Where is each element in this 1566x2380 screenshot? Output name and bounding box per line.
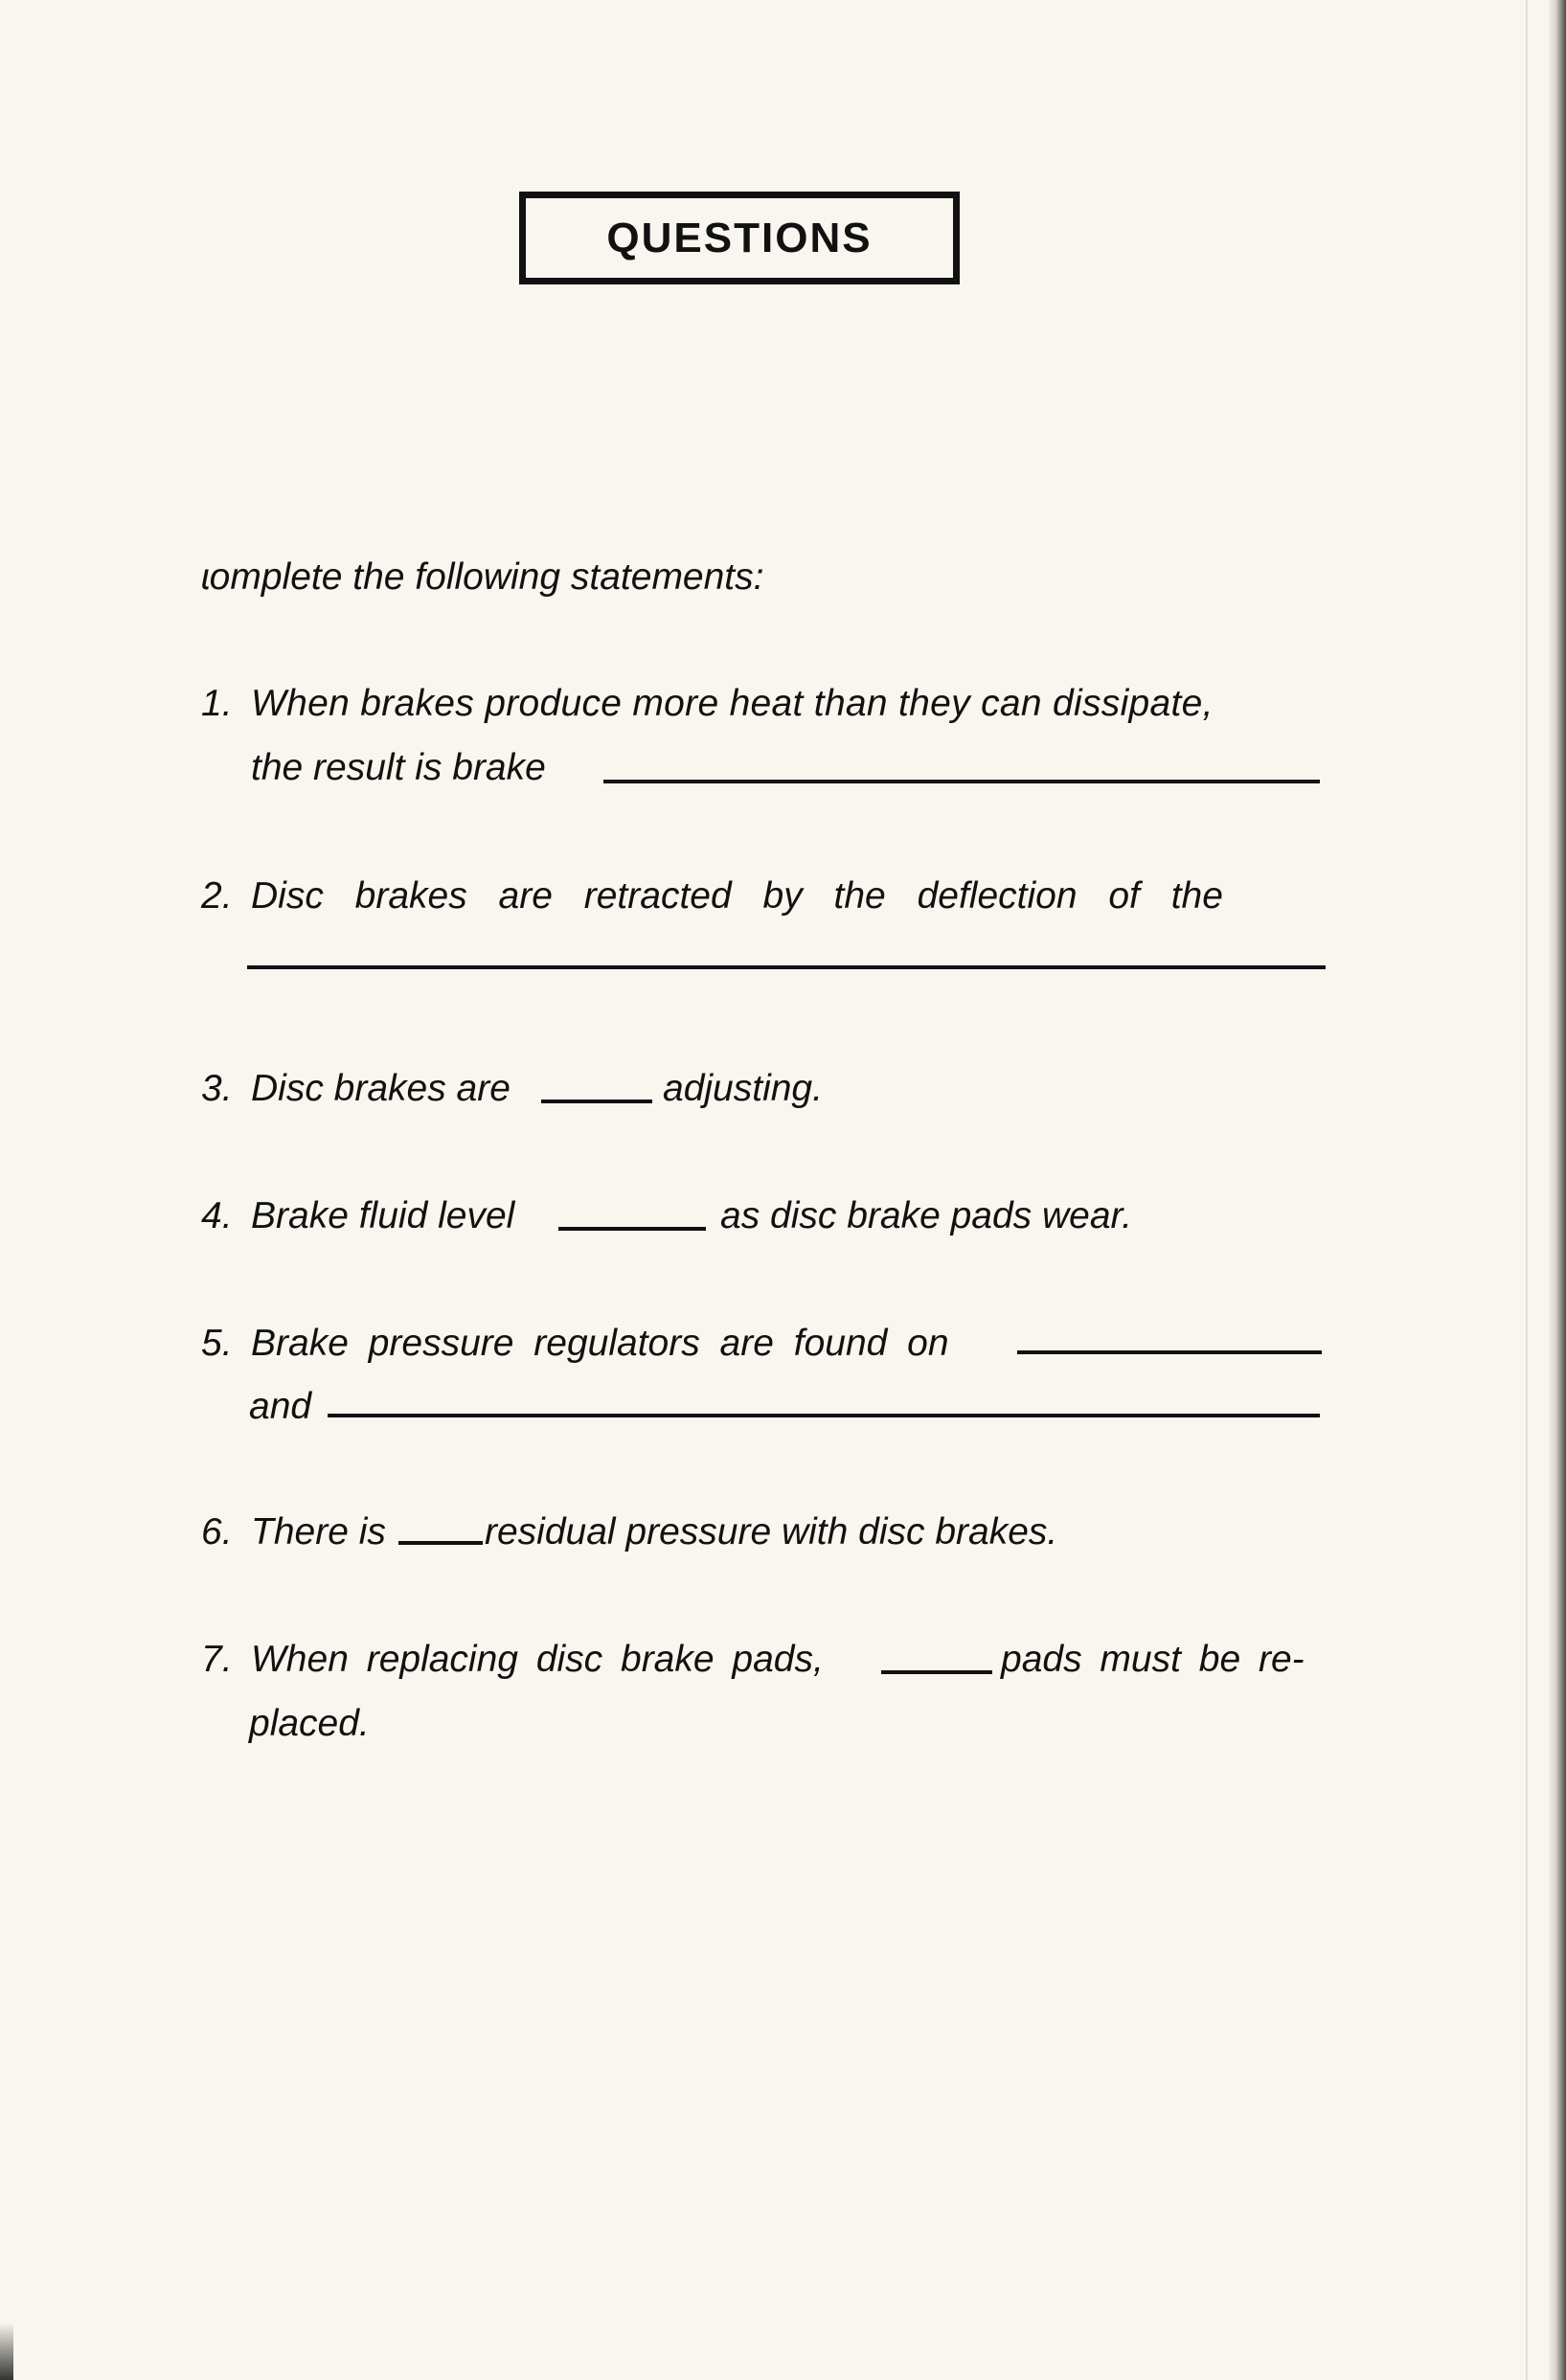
question-6-text-before: There is [251, 1511, 386, 1553]
question-4-number: 4. [201, 1195, 233, 1236]
question-5-number: 5. [201, 1323, 233, 1364]
page-corner-shadow [0, 2323, 13, 2380]
instructions-text: ɩomplete the following statements: [201, 556, 764, 598]
question-4-answer-blank[interactable] [558, 1227, 706, 1231]
question-3-text-before: Disc brakes are [251, 1068, 511, 1109]
question-3-answer-blank[interactable] [541, 1099, 652, 1103]
question-7-line2: placed. [249, 1703, 370, 1744]
question-1-line2: the result is brake [251, 747, 546, 788]
question-7-text-after: pads must be re- [1001, 1639, 1305, 1680]
question-7-text-before: When replacing disc brake pads, [251, 1639, 824, 1680]
question-6-answer-blank[interactable] [398, 1541, 483, 1545]
question-2-number: 2. [201, 875, 233, 917]
question-5-line2: and [249, 1386, 312, 1427]
question-2-line1: Disc brakes are retracted by the deflection of the [251, 875, 1223, 917]
question-6-number: 6. [201, 1511, 233, 1553]
question-5-answer-blank-1[interactable] [1017, 1350, 1322, 1354]
page-title: QUESTIONS [606, 214, 873, 261]
question-7-answer-blank[interactable] [881, 1670, 992, 1674]
question-5-line1: Brake pressure regulators are found on [251, 1323, 949, 1364]
question-1-answer-blank[interactable] [603, 780, 1320, 783]
title-box [519, 192, 960, 284]
question-5-answer-blank-2[interactable] [328, 1414, 1320, 1417]
question-3-text-after: adjusting. [663, 1068, 823, 1109]
page-binding-shadow [1549, 0, 1566, 2380]
question-4-text-after: as disc brake pads wear. [720, 1195, 1132, 1236]
question-4-text-before: Brake fluid level [251, 1195, 515, 1236]
question-3-number: 3. [201, 1068, 233, 1109]
page-edge-line [1526, 0, 1528, 2380]
question-1-line1: When brakes produce more heat than they can dissipate, [251, 683, 1214, 724]
question-6-text-after: residual pressure with disc brakes. [485, 1511, 1058, 1553]
question-2-answer-blank[interactable] [247, 965, 1326, 969]
question-7-number: 7. [201, 1639, 233, 1680]
question-1-number: 1. [201, 683, 233, 724]
